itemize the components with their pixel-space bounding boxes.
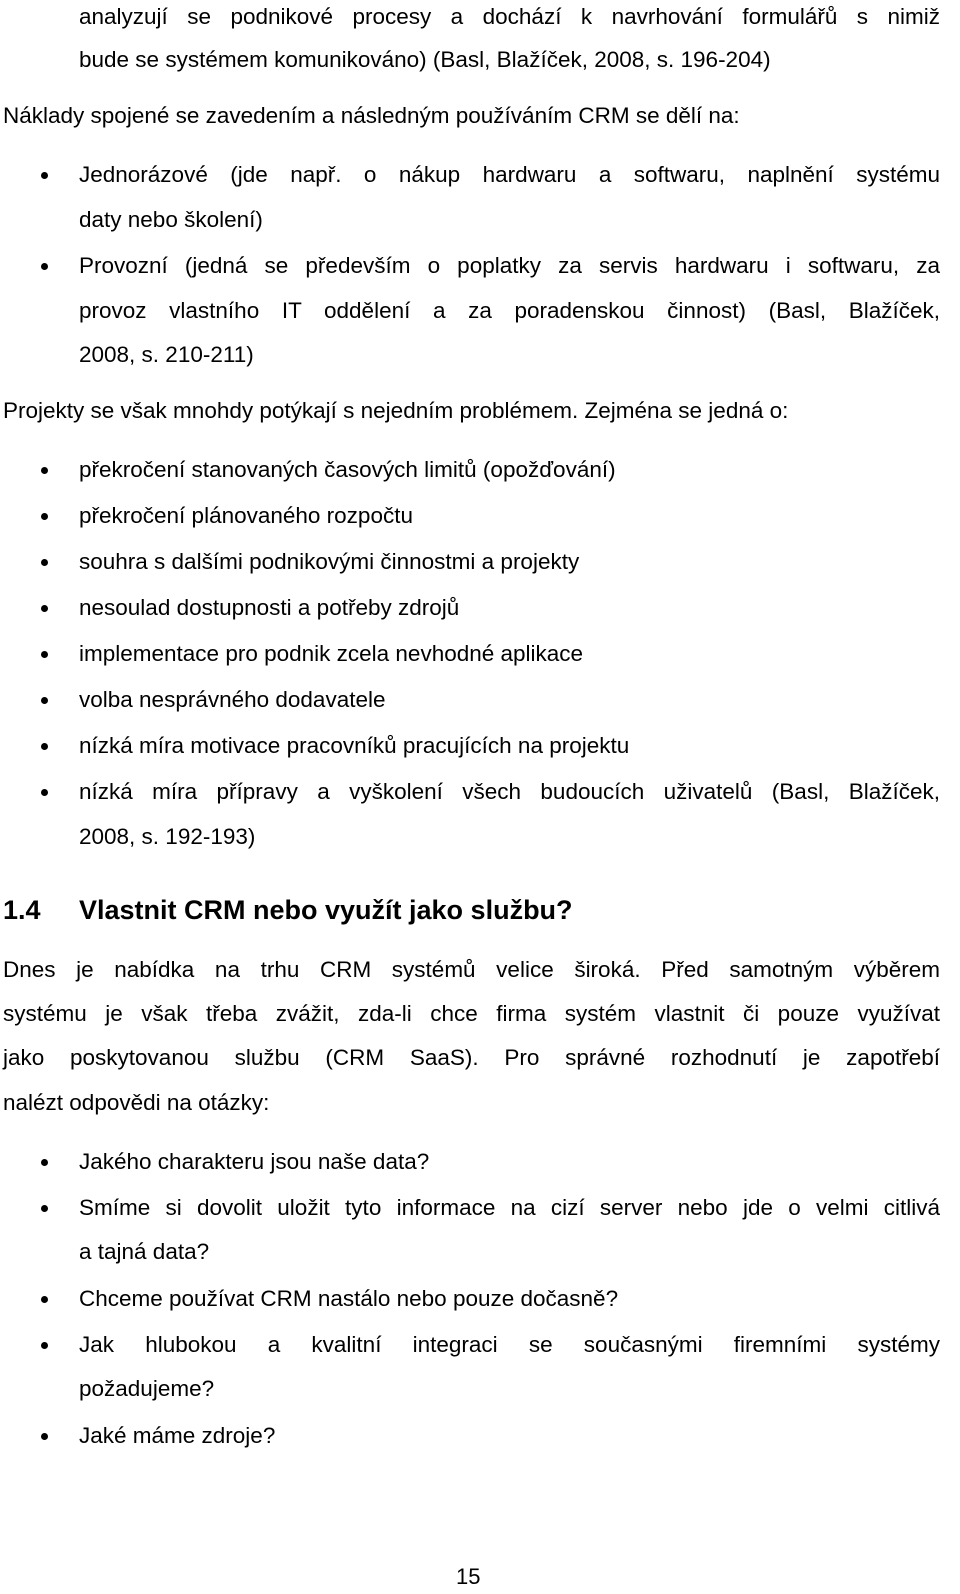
list-item-continuation: daty nebo školení) xyxy=(79,207,263,232)
paragraph-line: Dnes je nabídka na trhu CRM systémů velice široká. Před samotným výběrem xyxy=(3,957,940,982)
list-item-continuation: 2008, s. 210-211) xyxy=(79,342,254,367)
bullet-icon xyxy=(41,651,48,658)
bullet-icon xyxy=(41,789,48,796)
bullet-icon xyxy=(41,1159,48,1166)
list-item: nízká míra přípravy a vyškolení všech budoucích uživatelů (Basl, Blažíček, xyxy=(79,779,940,804)
problems-intro: Projekty se však mnohdy potýkají s nejedním problémem. Zejména se jedná o: xyxy=(3,398,789,423)
list-item: překročení stanovaných časových limitů (opožďování) xyxy=(79,457,616,482)
section-number: 1.4 xyxy=(3,895,41,925)
bullet-icon xyxy=(41,172,48,179)
list-item: implementace pro podnik zcela nevhodné aplikace xyxy=(79,641,584,666)
continuation-line: bude se systémem komunikováno) (Basl, Blažíček, 2008, s. 196-204) xyxy=(79,47,771,72)
bullet-icon xyxy=(41,743,48,750)
list-item: volba nesprávného dodavatele xyxy=(79,687,386,712)
bullet-icon xyxy=(41,559,48,566)
list-item-continuation: 2008, s. 192-193) xyxy=(79,824,256,849)
list-item: Jak hlubokou a kvalitní integraci se současnými firemními systémy xyxy=(79,1332,940,1357)
list-item: Jednorázové (jde např. o nákup hardwaru a softwaru, naplnění systému xyxy=(79,162,940,187)
list-item: Chceme používat CRM nastálo nebo pouze dočasně? xyxy=(79,1286,619,1311)
list-item: souhra s dalšími podnikovými činnostmi a projekty xyxy=(79,549,580,574)
bullet-icon xyxy=(41,1433,48,1440)
bullet-icon xyxy=(41,1296,48,1303)
bullet-icon xyxy=(41,263,48,270)
paragraph-line: systému je však třeba zvážit, zda-li chce firma systém vlastnit či pouze využívat xyxy=(3,1001,940,1026)
list-item-continuation: provoz vlastního IT oddělení a za poradenskou činnost) (Basl, Blažíček, xyxy=(79,298,940,323)
list-item: Jakého charakteru jsou naše data? xyxy=(79,1149,430,1174)
paragraph-line: nalézt odpovědi na otázky: xyxy=(3,1090,270,1115)
page-number: 15 xyxy=(456,1564,481,1589)
list-item-continuation: požadujeme? xyxy=(79,1376,215,1401)
list-item: nesoulad dostupnosti a potřeby zdrojů xyxy=(79,595,460,620)
list-item: nízká míra motivace pracovníků pracujících na projektu xyxy=(79,733,630,758)
list-item: Jaké máme zdroje? xyxy=(79,1423,276,1448)
paragraph-line: jako poskytovanou službu (CRM SaaS). Pro správné rozhodnutí je zapotřebí xyxy=(3,1045,940,1070)
bullet-icon xyxy=(41,513,48,520)
list-item-continuation: a tajná data? xyxy=(79,1239,210,1264)
costs-intro: Náklady spojené se zavedením a následným používáním CRM se dělí na: xyxy=(3,103,740,128)
bullet-icon xyxy=(41,467,48,474)
bullet-icon xyxy=(41,1205,48,1212)
continuation-line: analyzují se podnikové procesy a dochází k navrhování formulářů s nimiž xyxy=(79,4,940,29)
list-item: Provozní (jedná se především o poplatky za servis hardwaru i softwaru, za xyxy=(79,253,940,278)
list-item: Smíme si dovolit uložit tyto informace na cizí server nebo jde o velmi citlivá xyxy=(79,1195,940,1220)
list-item: překročení plánovaného rozpočtu xyxy=(79,503,413,528)
bullet-icon xyxy=(41,605,48,612)
section-title: Vlastnit CRM nebo využít jako službu? xyxy=(79,895,573,925)
bullet-icon xyxy=(41,697,48,704)
bullet-icon xyxy=(41,1342,48,1349)
